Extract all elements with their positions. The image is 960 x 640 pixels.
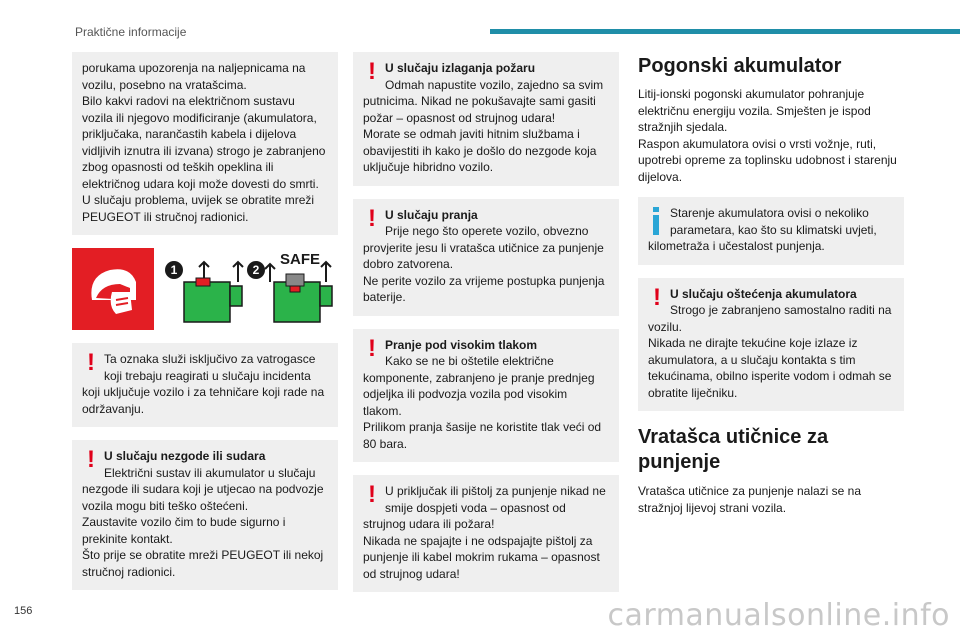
column-right	[638, 52, 904, 528]
page-header-title: Praktične informacije	[75, 25, 187, 39]
warning-icon: !	[653, 283, 661, 311]
section-heading-charging-flap: Vratašca utičnice za punjenje	[638, 426, 829, 473]
warning-icon: !	[368, 334, 376, 362]
column-middle	[353, 52, 619, 605]
warning-body: Električni sustav ili akumulator u slučaju nezgode ili sudara koji je utjecao na podvozje vozila mogu biti teško oštećeni. Zaustavite vozilo čim to bude sigurno i prekinite kontakt. Što prije se obratite mreži PEUGEOT ili nekoj stručnoj radionici.	[82, 465, 324, 579]
page-number: 156	[14, 605, 33, 617]
warning-box-washing	[353, 199, 619, 316]
warning-title: U slučaju nezgode ili sudara	[104, 449, 266, 463]
disconnect-diagram	[154, 248, 338, 330]
warning-body: U priključak ili pištolj za punjenje nikad ne smije dospjeti voda – opasnost od strujnog udara ili požara! Nikada ne spajajte i ne odspajajte pištolj za punjenje ili kabel mokrim rukama – opasnost od strujnog udara!	[363, 484, 606, 581]
warning-icon: !	[87, 349, 95, 376]
warning-box-firefighters	[72, 343, 338, 427]
section-body-charging-flap: Vratašca utičnice za punjenje nalazi se na stražnjoj lijevoj strani vozila.	[638, 484, 862, 515]
info-body: Starenje akumulatora ovisi o nekoliko parametara, kao što su klimatski uvjeti, kilometraža i učestalost punjenja.	[648, 206, 877, 253]
warning-body: Kako se ne bi oštetile električne komponente, zabranjeno je pranje prednjeg odjeljka ili podvozja vozila pod visokim tlakom. Prilikom pranja šasije ne koristite tlak veći od 80 bara.	[363, 354, 602, 451]
watermark: carmanualsonline.info	[607, 598, 950, 633]
step-number-2: 2	[252, 263, 260, 277]
warning-box-battery-damage	[638, 278, 904, 412]
firefighter-helmet-icon	[72, 248, 154, 330]
warning-icon: !	[368, 481, 376, 508]
warning-box-accident	[72, 440, 338, 590]
warning-title: Pranje pod visokim tlakom	[385, 337, 538, 352]
warning-title: U slučaju oštećenja akumulatora	[670, 286, 857, 301]
column-left	[72, 52, 338, 603]
info-box-battery-aging	[638, 197, 904, 265]
warning-title: U slučaju izlaganja požaru	[385, 61, 536, 75]
section-heading-traction-battery: Pogonski akumulator	[638, 55, 842, 77]
warning-box-high-pressure	[353, 329, 619, 463]
safety-label-illustration	[72, 248, 338, 330]
info-icon	[648, 207, 666, 237]
safe-label: SAFE	[280, 251, 321, 268]
warning-body: Strogo je zabranjeno samostalno raditi na vozilu. Nikada ne dirajte tekućine koje izlaze iz akumulatora, a u slučaju kontakta s tim tekućinama, obilno isperite vodom i odmah se obratite liječniku.	[648, 303, 892, 400]
warning-body: Ta oznaka služi isključivo za vatrogasce koji trebaju reagirati u slučaju incidenta koji uključuje vozilo i za tehničare koji rade na održavanju.	[82, 352, 325, 416]
warning-body: Odmah napustite vozilo, zajedno sa svim putnicima. Nikad ne pokušavajte sami gasiti požar – opasnost od strujnog udara! Morate se odmah javiti hitnim službama i obavijestiti ih kako je došlo do nezgode koja uključuje hibridno vozilo.	[363, 77, 604, 174]
text-box-body: porukama upozorenja na naljepnicama na vozilu, posebno na vratašcima. Bilo kakvi radovi na električnom sustavu vozila ili njegovo modificiranje (akumulatora, priključaka, narančastih kabela i dijelova vidljivih iznutra ili izvana) strogo je zabranjeno zbog opasnosti od teških opeklina ili električnog udara koji može dovesti do smrti. U slučaju problema, uvijek se obratite mreži PEUGEOT ili stručnoj radionici.	[82, 61, 326, 224]
warning-icon: !	[87, 446, 95, 473]
warning-body: Prije nego što operete vozilo, obvezno provjerite jesu li vratašca utičnice za punjenje dobro zatvorena. Ne perite vozilo za vrijeme postupka punjenja baterije.	[363, 224, 605, 304]
step-number-1: 1	[170, 263, 178, 277]
text-box-electrical-warning	[72, 52, 338, 235]
warning-box-fire	[353, 52, 619, 186]
section-body-traction-battery: Litij-ionski pogonski akumulator pohranjuje električnu energiju vozila. Smješten je ispod stražnjih sjedala. Raspon akumulatora ovisi o vrsti vožnje, ruti, upotrebi opreme za toplinsku udobnost i starenju dijelova.	[638, 87, 897, 184]
header-accent-bar	[490, 29, 960, 34]
warning-icon: !	[368, 204, 376, 232]
warning-title: U slučaju pranja	[385, 207, 478, 222]
warning-icon: !	[368, 58, 376, 85]
warning-box-water	[353, 475, 619, 592]
